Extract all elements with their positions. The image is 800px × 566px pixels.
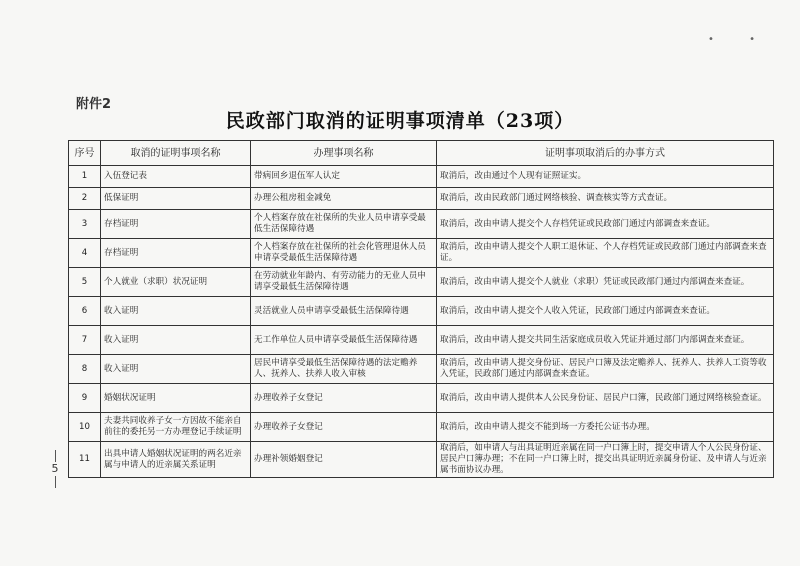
page-title: 民政部门取消的证明事项清单（23项） bbox=[225, 110, 575, 132]
cell-cert-name: 夫妻共同收养子女一方因故不能亲自前往的委托另一方办理登记手续证明 bbox=[101, 413, 251, 442]
table-row bbox=[69, 355, 774, 384]
cell-cert-name: 存档证明 bbox=[101, 239, 251, 268]
table-row bbox=[69, 166, 774, 188]
cell-method: 取消后，改由申请人提供本人公民身份证、居民户口簿，民政部门通过网络核验查证。 bbox=[437, 384, 774, 413]
cell-method: 取消后，改由民政部门通过网络核验、调查核实等方式查证。 bbox=[437, 188, 774, 210]
cell-service-name: 灵活就业人员申请享受最低生活保障待遇 bbox=[251, 297, 437, 326]
cell-method: 取消后，改由申请人提交不能到场一方委托公证书办理。 bbox=[437, 413, 774, 442]
cell-method: 取消后，如申请人与出具证明近亲属在同一户口簿上时，提交申请人个人公民身份证、居民户口簿办理；不在同一户口簿上时，提交出具证明近亲属身份证、及申请人与近亲属书面协议办理。 bbox=[437, 442, 774, 478]
cell-service-name: 在劳动就业年龄内、有劳动能力的无业人员申请享受最低生活保障待遇 bbox=[251, 268, 437, 297]
cell-no: 1 bbox=[69, 166, 101, 188]
cell-cert-name: 低保证明 bbox=[101, 188, 251, 210]
header-cert-name: 取消的证明事项名称 bbox=[101, 141, 251, 166]
table-row bbox=[69, 326, 774, 355]
table-row bbox=[69, 413, 774, 442]
cell-cert-name: 收入证明 bbox=[101, 326, 251, 355]
cell-service-name: 无工作单位人员申请享受最低生活保障待遇 bbox=[251, 326, 437, 355]
cell-no: 4 bbox=[69, 239, 101, 268]
header-method: 证明事项取消后的办事方式 bbox=[437, 141, 774, 166]
table-row bbox=[69, 268, 774, 297]
cell-service-name: 办理公租房租金减免 bbox=[251, 188, 437, 210]
cell-no: 2 bbox=[69, 188, 101, 210]
page-number-bar-bottom bbox=[55, 476, 56, 488]
cell-method: 取消后，改由申请人提交个人职工退休证、个人存档凭证或民政部门通过内部调查来查证。 bbox=[437, 239, 774, 268]
cell-service-name: 带病回乡退伍军人认定 bbox=[251, 166, 437, 188]
cell-method: 取消后，改由申请人提交共同生活家庭成员收入凭证并通过部门内部调查来查证。 bbox=[437, 326, 774, 355]
table-body bbox=[69, 166, 774, 478]
cell-cert-name: 婚姻状况证明 bbox=[101, 384, 251, 413]
cell-method: 取消后，改由申请人提交个人收入凭证，民政部门通过内部调查来查证。 bbox=[437, 297, 774, 326]
cell-service-name: 办理补领婚姻登记 bbox=[251, 442, 437, 478]
attachment-label: 附件2 bbox=[76, 97, 112, 112]
cell-method: 取消后，改由申请人提交个人就业（求职）凭证或民政部门通过内部调查来查证。 bbox=[437, 268, 774, 297]
cell-no: 3 bbox=[69, 210, 101, 239]
cell-cert-name: 出具申请人婚姻状况证明的两名近亲属与申请人的近亲属关系证明 bbox=[101, 442, 251, 478]
cell-cert-name: 收入证明 bbox=[101, 297, 251, 326]
page-number-value: 5 bbox=[51, 462, 59, 475]
cell-no: 6 bbox=[69, 297, 101, 326]
cell-no: 5 bbox=[69, 268, 101, 297]
table-header-row bbox=[69, 141, 774, 166]
header-dots: • • bbox=[708, 34, 771, 45]
cell-no: 7 bbox=[69, 326, 101, 355]
table-row bbox=[69, 239, 774, 268]
cell-no: 11 bbox=[69, 442, 101, 478]
items-table bbox=[68, 140, 774, 478]
cell-service-name: 居民申请享受最低生活保障待遇的法定赡养人、抚养人、扶养人收入审核 bbox=[251, 355, 437, 384]
cell-no: 10 bbox=[69, 413, 101, 442]
cell-method: 取消后，改由通过个人现有证照证实。 bbox=[437, 166, 774, 188]
cell-cert-name: 存档证明 bbox=[101, 210, 251, 239]
page-number bbox=[45, 450, 65, 488]
header-service-name: 办理事项名称 bbox=[251, 141, 437, 166]
header-no: 序号 bbox=[69, 141, 101, 166]
cell-cert-name: 收入证明 bbox=[101, 355, 251, 384]
cell-service-name: 个人档案存放在社保所的失业人员申请享受最低生活保障待遇 bbox=[251, 210, 437, 239]
cell-method: 取消后，改由申请人提交个人存档凭证或民政部门通过内部调查来查证。 bbox=[437, 210, 774, 239]
cell-service-name: 办理收养子女登记 bbox=[251, 384, 437, 413]
table-row bbox=[69, 188, 774, 210]
cell-no: 9 bbox=[69, 384, 101, 413]
cell-service-name: 办理收养子女登记 bbox=[251, 413, 437, 442]
cell-no: 8 bbox=[69, 355, 101, 384]
cell-cert-name: 个人就业（求职）状况证明 bbox=[101, 268, 251, 297]
table-row bbox=[69, 384, 774, 413]
cell-service-name: 个人档案存放在社保所的社会化管理退休人员申请享受最低生活保障待遇 bbox=[251, 239, 437, 268]
cell-method: 取消后，改由申请人提交身份证、居民户口簿及法定赡养人、抚养人、扶养人工资等收入凭证，民政部门通过内部调查来查证。 bbox=[437, 355, 774, 384]
table-row bbox=[69, 442, 774, 478]
cell-cert-name: 入伍登记表 bbox=[101, 166, 251, 188]
table-row bbox=[69, 297, 774, 326]
page-number-bar-top bbox=[55, 450, 56, 462]
table-row bbox=[69, 210, 774, 239]
